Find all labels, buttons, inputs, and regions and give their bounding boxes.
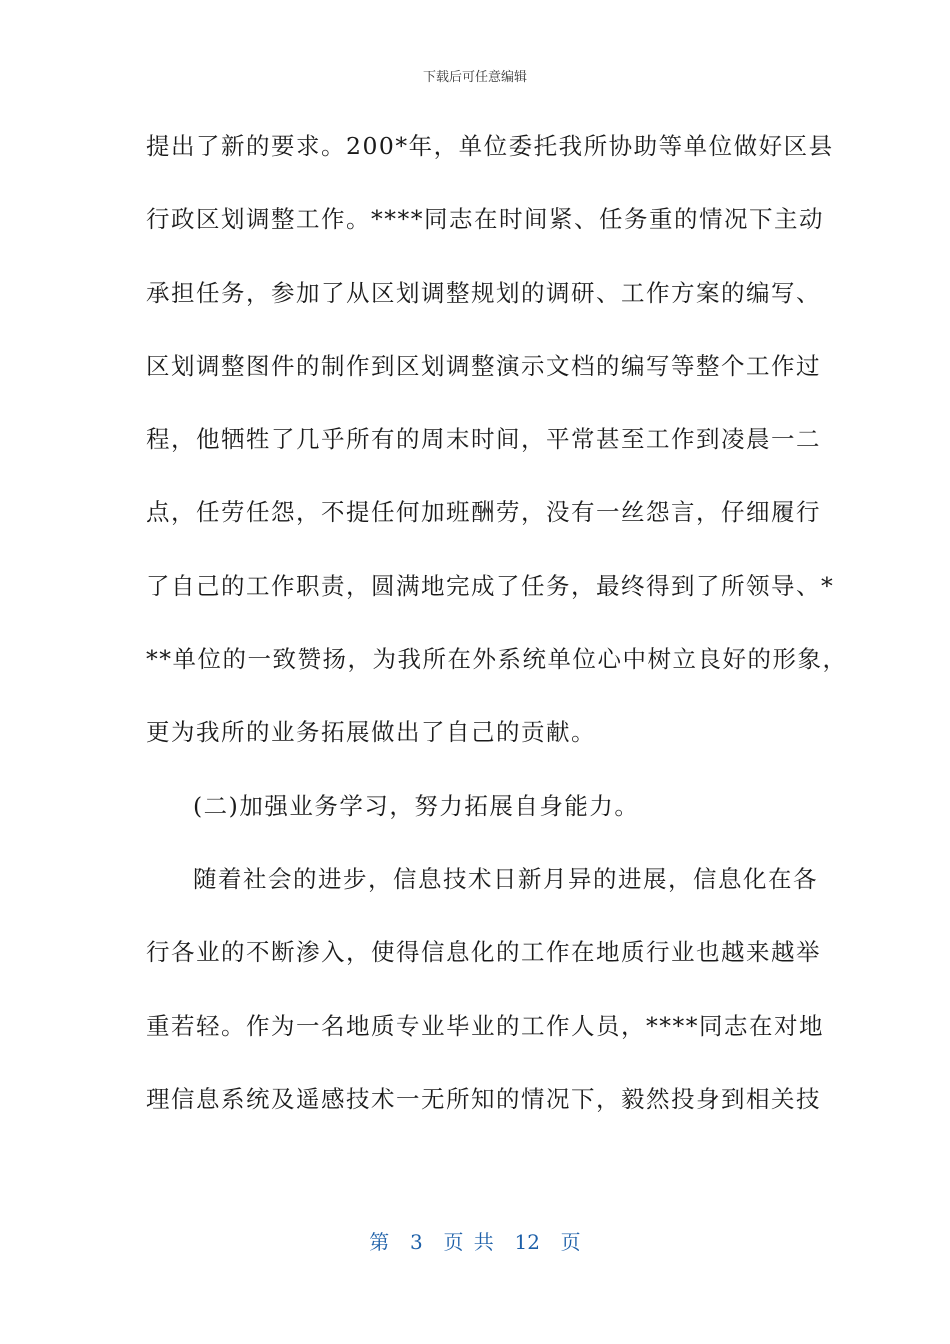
- text-line: 理信息系统及遥感技术一无所知的情况下，毅然投身到相关技: [146, 1084, 821, 1113]
- text-line: 行政区划调整工作。****同志在时间紧、任务重的情况下主动: [146, 205, 824, 234]
- text-line: 区划调整图件的制作到区划调整演示文档的编写等整个工作过: [146, 351, 821, 380]
- section-heading: (二)加强业务学习，努力拓展自身能力。: [193, 791, 640, 820]
- text-line: 更为我所的业务拓展做出了自己的贡献。: [146, 718, 596, 747]
- text-line: 程，他牺牲了几乎所有的周末时间，平常甚至工作到凌晨一二: [146, 425, 821, 454]
- text-line: 重若轻。作为一名地质专业毕业的工作人员，****同志在对地: [146, 1011, 824, 1040]
- text-line: 承担任务，参加了从区划调整规划的调研、工作方案的编写、: [146, 278, 821, 307]
- page-footer: [0, 1226, 950, 1255]
- text-line: **单位的一致赞扬，为我所在外系统单位心中树立良好的形象，: [146, 645, 848, 674]
- text-line: 提出了新的要求。200*年，单位委托我所协助等单位做好区县: [146, 132, 834, 160]
- text-line: 点，任劳任怨，不提任何加班酬劳，没有一丝怨言，仔细履行: [146, 498, 821, 527]
- document-body: [146, 116, 848, 1142]
- page-header: 下载后可任意编辑: [422, 70, 527, 85]
- text-line: 行各业的不断渗入，使得信息化的工作在地质行业也越来越举: [146, 938, 821, 967]
- text-line: 随着社会的进步，信息技术日新月异的进展，信息化在各: [193, 864, 818, 893]
- page-number: 第 3 页 共 12 页: [369, 1230, 581, 1254]
- text-line: 了自己的工作职责，圆满地完成了任务，最终得到了所领导、*: [146, 571, 835, 600]
